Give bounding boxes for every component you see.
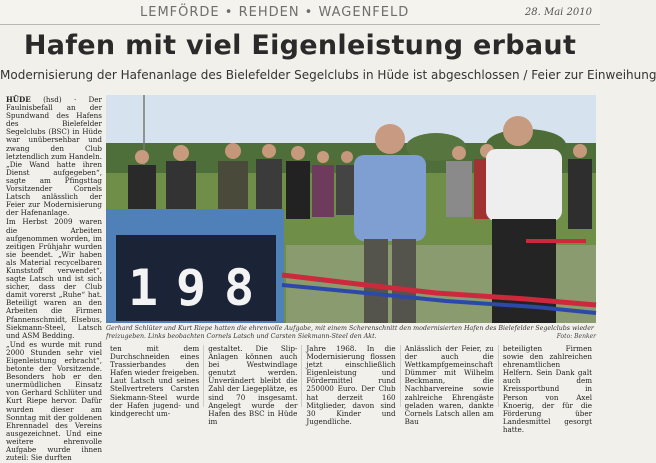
lead-paragraph: „Und es wurde mit rund 2000 Stunden sehr viel Eigenleistung erbracht“, betonte der Vorsitzende. Besonders hob er den unermüdlichen Einsatz von Gerhard Schlüter und Kurt Riepe hervor. Dafür wurden dieser am Sonntag mit der goldenen Ehrennadel des Vereins ausgezeichnet. Und eine weitere ehrenvolle Aufgabe wurde ihnen zuteil: Sie durften xyxy=(6,339,102,463)
trousers xyxy=(364,239,388,323)
photo-credit: Foto: Benker xyxy=(556,333,596,340)
person xyxy=(446,161,472,217)
article-body xyxy=(106,344,596,434)
photo-caption: Gerhard Schlüter und Kurt Riepe hatten die ehrenvolle Aufgabe, mit einem Scherenschnitt den modernisierten Hafen des Bielefelder Segelclubs wieder freizugeben. Links beobachten Cornels Latsch und Carsten Siekmann-Steel den Akt. xyxy=(106,325,594,340)
scoreboard xyxy=(106,209,284,323)
person-head xyxy=(452,146,466,160)
article-subline: Modernisierung der Hafenanlage des Bielefelder Segelclubs in Hüde ist abgeschlossen / Feier zur Einweihung xyxy=(0,68,656,82)
head xyxy=(503,116,533,146)
section-places: LEMFÖRDE • REHDEN • WAGENFELD xyxy=(140,5,410,20)
lead-paragraph: Im Herbst 2009 waren die Arbeiten aufgenommen worden, im zeitigen Frühjahr wurden sie beendet. „Wir haben als Material recycelbaren Kunststoff verwendet“, sagte Latsch und ist sich sicher, dass der Club damit vorerst „Ruhe“ hat. Beteiligt waren an den Arbeiten die Firmen Pfannenschmidt, Elsebus, Siekmann-Steel, Latsch und ASM Bedding. xyxy=(6,217,102,340)
person xyxy=(312,165,334,217)
masthead xyxy=(0,0,600,25)
person-head xyxy=(341,151,353,163)
article-headline: Hafen mit viel Eigenleistung erbaut xyxy=(23,30,577,61)
person-head xyxy=(573,144,587,158)
person-head xyxy=(317,151,329,163)
shirt xyxy=(486,149,562,221)
body-column: Anlässlich der Feier, zu der auch die Wettkampfgemeinschaft Dümmer mit Wilhelm Beckmann, die Nachbarvereine sowie zahlreiche Ehrengäste geladen waren, dankte Cornels Latsch allen am Bau xyxy=(400,345,498,407)
body-column: beteiligten Firmen sowie den zahlreichen ehrenamtlichen Helfern. Sein Dank galt auch dem Kreissportbund in Person von Axel Knoerig, der für die Förderung über Landesmittel gesorgt hatte. xyxy=(498,345,596,407)
person-head xyxy=(291,146,305,160)
scoreboard-digit: 1 xyxy=(128,259,159,317)
shirt xyxy=(354,155,426,241)
person-head xyxy=(262,144,276,158)
scoreboard-digit: 8 xyxy=(224,259,255,317)
body-column: ten mit dem Durchschneiden eines Trassierbandes den Hafen wieder freigeben. Laut Latsch und seines Stellvertreters Carsten Siekmann-Steel wurde der Hafen jugend- und kindgerecht um- xyxy=(110,344,200,418)
scoreboard-digit: 9 xyxy=(176,259,207,317)
body-column: Jahre 1968. In die Modernisierung flossen jetzt einschließlich Eigenleistung und Fördermittel rund 250000 Euro. Der Club hat derzeit 160 Mitglieder, davon sind 30 Kinder und Jugendliche. xyxy=(301,345,399,407)
person-head xyxy=(225,143,241,159)
photo-illustration xyxy=(106,95,596,323)
lead-column xyxy=(6,96,102,463)
person-head xyxy=(135,150,149,164)
issue-date: 28. Mai 2010 xyxy=(524,7,592,18)
dateline-place: HÜDE xyxy=(6,95,31,104)
person xyxy=(568,159,592,229)
person xyxy=(286,161,310,219)
head xyxy=(375,124,405,154)
article-photo xyxy=(106,95,596,323)
trousers xyxy=(392,239,416,323)
person-head xyxy=(173,145,189,161)
body-column: gestaltet. Die Slip-Anlagen können auch bei Westwindlage genutzt werden. Unverändert bleibt die Zahl der Liegeplätze, es sind 70 insgesamt. Angelegt wurde der Hafen des BSC in Hüde im xyxy=(203,345,301,407)
lead-paragraph-text: (hsd) · Der Faulnisbefall an der Spundwand des Hafens des Bielefelder Segelclubs (BSC) in Hüde war unübersehbar und zwang den Club letztendlich zum Handeln. „Die Wand hatte ihren Dienst aufgegeben“, sagte am Pfingsttag Vorsitzender Cornels Latsch anlässlich der Feier zur Modernisierung der Hafenanlage. xyxy=(6,95,102,218)
lead-paragraph xyxy=(6,96,102,217)
